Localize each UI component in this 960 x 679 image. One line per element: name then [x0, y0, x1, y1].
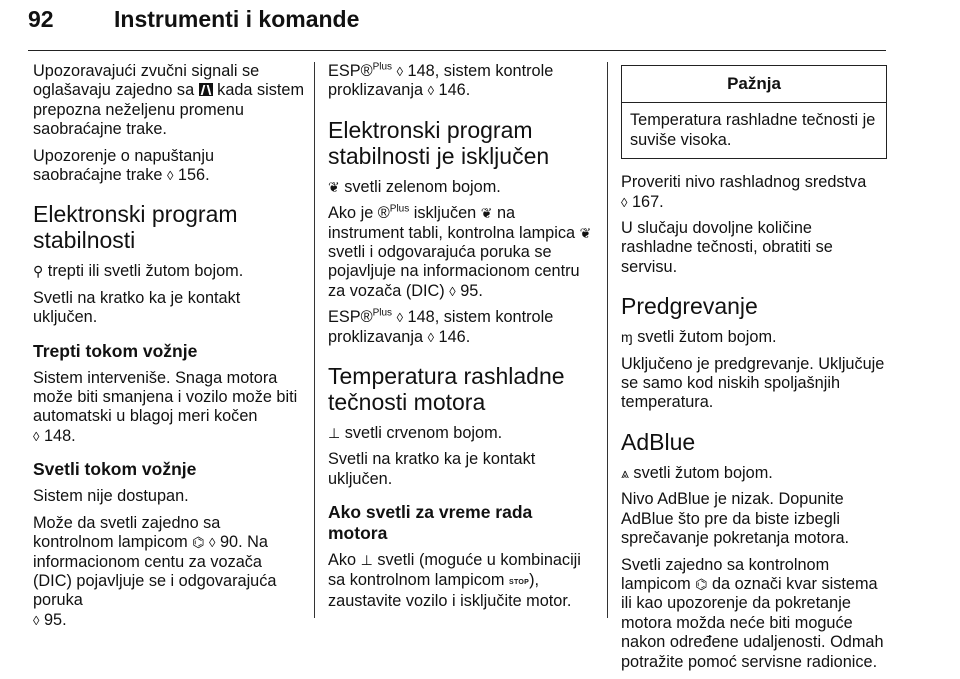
page-reference[interactable]: 148.	[43, 426, 76, 445]
paragraph: ⩓ svetli žutom bojom.	[621, 463, 773, 482]
esc-off-icon: ❦	[480, 205, 493, 222]
paragraph: Ako ⊥ svetli (moguće u kombinaciji sa kontrolnom lampicom STOP), zaustavite vozilo i isključite motor.	[328, 551, 581, 611]
paragraph: ⚲ trepti ili svetli žutom bojom.	[33, 262, 244, 281]
lane-departure-icon	[199, 83, 213, 96]
paragraph: Sistem interveniše. Snaga motora može biti smanjena i vozilo može biti automatski u blagoj meri kočen ◊ 148.	[33, 368, 298, 445]
caution-box	[621, 65, 887, 159]
paragraph: ESP®$^{Plus}$ ◊ 148, sistem kontrole proklizavanja ◊ 146.	[328, 61, 554, 100]
paragraph: U slučaju dovoljne količine rashladne tečnosti, obratiti se servisu.	[621, 219, 833, 276]
reference-arrow-icon: ◊	[33, 612, 40, 628]
caution-text: Temperatura rashladne tečnosti je suviše visoka.	[630, 111, 876, 149]
page-header	[28, 0, 886, 51]
esc-off-icon: ❦	[328, 178, 340, 195]
page-number: 92	[28, 6, 54, 32]
subsection-heading: Ako svetli za vreme rada motora	[328, 502, 533, 544]
paragraph: Uključeno je predgrevanje. Uključuje se samo kod niskih spoljašnjih temperatura.	[621, 354, 885, 412]
column-divider	[607, 62, 608, 618]
page-reference[interactable]: 146.	[438, 327, 471, 346]
paragraph: ❦ svetli zelenom bojom.	[328, 177, 501, 196]
paragraph: ⊥ svetli crvenom bojom.	[328, 424, 503, 443]
section-heading: Elektronski program stabilnosti	[33, 201, 238, 254]
paragraph: Proveriti nivo rashladnog sredstva ◊ 167.	[621, 173, 867, 211]
column-2	[328, 62, 594, 619]
subsection-heading: Svetli tokom vožnje	[33, 459, 197, 480]
paragraph: Sistem nije dostupan.	[33, 487, 189, 506]
paragraph: Upozoravajući zvučni signali se oglašavaju zajedno sa kada sistem prepozna neželjenu promenu saobraćajne trake.	[33, 62, 305, 139]
engine-warning-icon: ⌬	[192, 534, 205, 551]
esc-off-icon: ❦	[579, 224, 592, 241]
section-heading: Elektronski program stabilnosti je isključen	[328, 116, 550, 169]
reference-arrow-icon: ◊	[427, 329, 434, 345]
paragraph: Svetli na kratko ka je kontakt uključen.	[33, 288, 241, 327]
reference-arrow-icon: ◊	[209, 535, 216, 551]
reference-arrow-icon: ◊	[621, 194, 628, 210]
paragraph: Nivo AdBlue je nizak. Dopunite AdBlue što pre da biste izbegli sprečavanje pokretanja motora.	[621, 490, 850, 548]
chapter-title: Instrumenti i komande	[114, 6, 360, 32]
column-divider	[314, 62, 315, 618]
stop-icon: STOP	[508, 578, 530, 586]
subsection-heading: Trepti tokom vožnje	[33, 340, 198, 361]
page-reference[interactable]: 95.	[43, 610, 67, 629]
page-reference[interactable]: 167.	[631, 192, 664, 211]
paragraph: Svetli na kratko ka je kontakt uključen.	[328, 450, 536, 488]
paragraph: Svetli zajedno sa kontrolnom lampicom ⌬ da označi kvar sistema ili kao upozorenje da pokretanje motora možda neće biti moguće nakon određene udaljenosti. Odmah potražite pomoć servisne radionice.	[621, 555, 884, 671]
reference-arrow-icon: ◊	[33, 428, 40, 444]
paragraph: ɱ svetli žutom bojom.	[621, 328, 777, 347]
column-3	[621, 62, 887, 679]
section-heading: Temperatura rashladne tečnosti motora	[328, 363, 565, 416]
adblue-icon: ⩓	[621, 464, 629, 481]
caution-title: Pažnja	[622, 66, 886, 103]
page-reference[interactable]: 146.	[438, 81, 471, 100]
reference-arrow-icon: ◊	[166, 168, 174, 184]
reference-arrow-icon: ◊	[396, 64, 403, 79]
page-reference[interactable]: 95.	[460, 281, 483, 300]
paragraph: Ako je ®$^{Plus}$ isključen ❦ na instrument tabli, kontrolna lampica ❦ svetli i odgovarajuća poruka se pojavljuje na informacionom centru za vozača (DIC) ◊ 95.	[328, 203, 592, 300]
reference-arrow-icon: ◊	[449, 283, 456, 299]
section-heading: Predgrevanje	[621, 293, 758, 320]
page-reference[interactable]: 156.	[177, 166, 210, 185]
preheat-icon: ɱ	[621, 329, 633, 346]
coolant-temperature-icon: ⊥	[360, 552, 373, 569]
coolant-temperature-icon: ⊥	[328, 425, 341, 442]
reference-arrow-icon: ◊	[427, 83, 434, 99]
page-reference[interactable]: 148,	[407, 62, 440, 80]
paragraph: ESP®$^{Plus}$ ◊ 148, sistem kontrole proklizavanja ◊ 146.	[328, 307, 554, 346]
paragraph: Upozorenje o napuštanju saobraćajne trake ◊ 156.	[33, 146, 215, 185]
paragraph: Može da svetli zajedno sa kontrolnom lampicom ⌬ ◊ 90. Na informacionom centu za vozača (DIC) pojavljuje se i odgovarajuća poruka ◊ 95.	[33, 513, 277, 629]
reference-arrow-icon: ◊	[396, 310, 403, 326]
page-reference[interactable]: 90.	[220, 533, 243, 552]
esc-warning-icon: ⚲	[33, 263, 44, 280]
page-reference[interactable]: 148,	[407, 308, 440, 327]
engine-warning-icon: ⌬	[695, 575, 708, 592]
section-heading: AdBlue	[621, 428, 696, 455]
column-1	[33, 62, 305, 637]
